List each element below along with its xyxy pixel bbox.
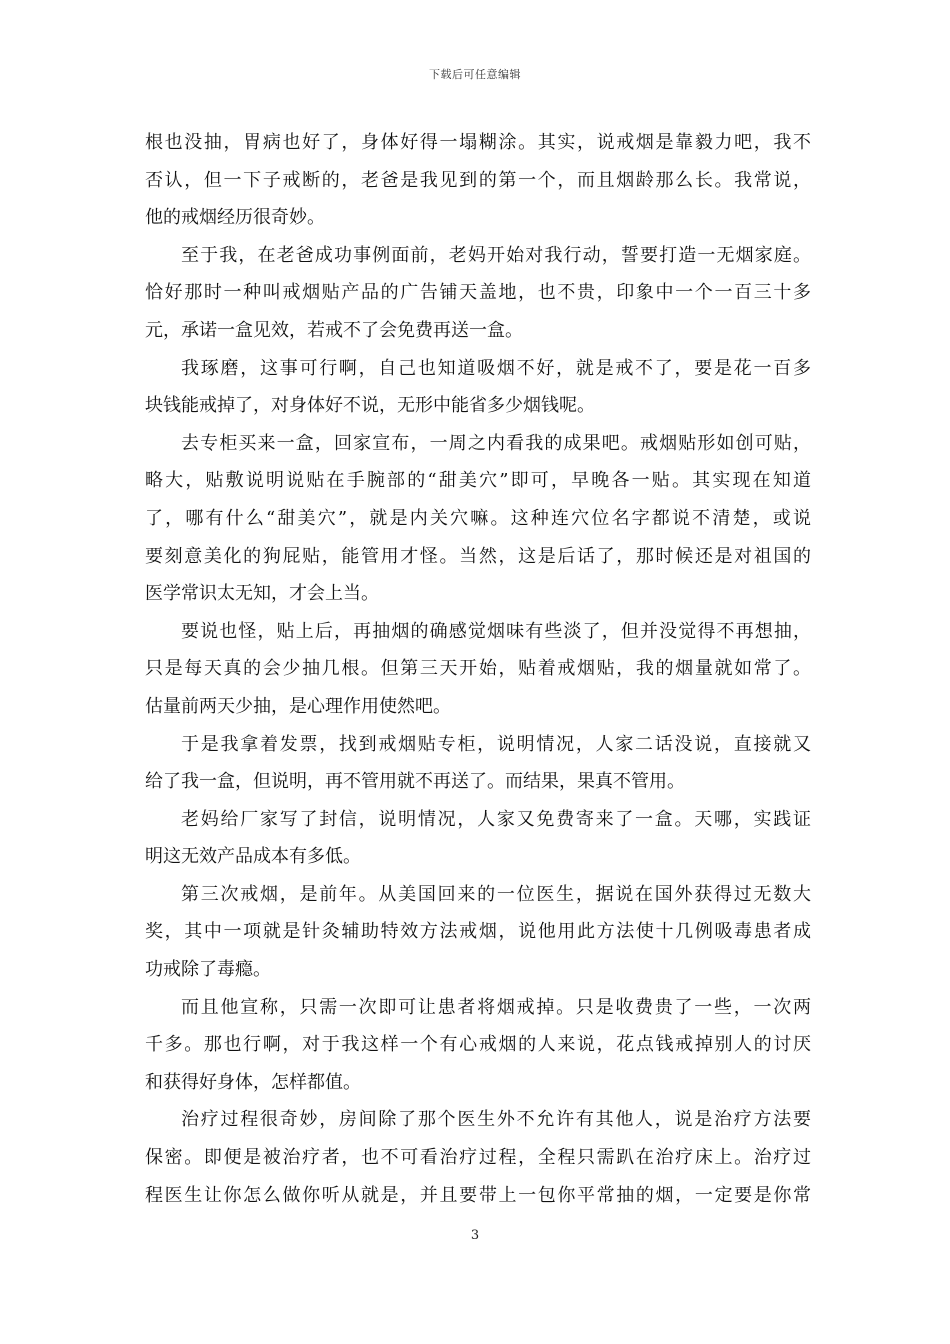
text-line: 给了我一盒，但说明，再不管用就不再送了。而结果，果真不管用。 bbox=[145, 771, 685, 793]
text-line: 去专柜买来一盒，回家宣布，一周之内看我的成果吧。戒烟贴形如创可贴， bbox=[181, 432, 811, 454]
text-line: 他的戒烟经历很奇妙。 bbox=[145, 207, 325, 229]
text-line: 块钱能戒掉了，对身体好不说，无形中能省多少烟钱呢。 bbox=[145, 395, 595, 417]
text-line: 否认，但一下子戒断的，老爸是我见到的第一个，而且烟龄那么长。我常说， bbox=[145, 169, 811, 191]
page-number: 3 bbox=[470, 1228, 480, 1243]
text-line: 程医生让你怎么做你听从就是，并且要带上一包你平常抽的烟，一定要是你常 bbox=[145, 1184, 811, 1206]
text-line: 保密。即便是被治疗者，也不可看治疗过程，全程只需趴在治疗床上。治疗过 bbox=[145, 1147, 811, 1169]
text-line: 只是每天真的会少抽几根。但第三天开始，贴着戒烟贴，我的烟量就如常了。 bbox=[145, 658, 811, 680]
text-line: 千多。那也行啊，对于我这样一个有心戒烟的人来说，花点钱戒掉别人的讨厌 bbox=[145, 1034, 811, 1056]
text-line: 和获得好身体，怎样都值。 bbox=[145, 1071, 361, 1093]
text-line: 根也没抽，胃病也好了，身体好得一塌糊涂。其实，说戒烟是靠毅力吧，我不 bbox=[145, 132, 811, 153]
text-line: 功戒除了毒瘾。 bbox=[145, 959, 271, 981]
text-line: 治疗过程很奇妙，房间除了那个医生外不允许有其他人，说是治疗方法要 bbox=[181, 1109, 811, 1131]
text-line: 老妈给厂家写了封信，说明情况，人家又免费寄来了一盒。天哪，实践证 bbox=[181, 808, 811, 830]
text-line: 于是我拿着发票，找到戒烟贴专柜，说明情况，人家二话没说，直接就又 bbox=[181, 733, 811, 755]
text-line: 恰好那时一种叫戒烟贴产品的广告铺天盖地，也不贵，印象中一个一百三十多 bbox=[145, 282, 811, 304]
text-line: 我琢磨，这事可行啊，自己也知道吸烟不好，就是戒不了，要是花一百多 bbox=[181, 357, 811, 379]
text-line: 估量前两天少抽，是心理作用使然吧。 bbox=[145, 695, 451, 717]
text-line: 医学常识太无知，才会上当。 bbox=[145, 583, 379, 605]
text-line: 要刻意美化的狗屁贴，能管用才怪。当然，这是后话了，那时候还是对祖国的 bbox=[145, 545, 811, 567]
text-line: 略大，贴敷说明说贴在手腕部的“甜美穴”即可，早晚各一贴。其实现在知道 bbox=[145, 470, 811, 492]
text-line: 奖，其中一项就是针灸辅助特效方法戒烟，说他用此方法使十几例吸毒患者成 bbox=[145, 921, 811, 943]
text-line: 明这无效产品成本有多低。 bbox=[145, 846, 361, 868]
page-header: 下载后可任意编辑 bbox=[429, 68, 521, 81]
text-line: 要说也怪，贴上后，再抽烟的确感觉烟味有些淡了，但并没觉得不再想抽， bbox=[181, 620, 811, 642]
text-line: 而且他宣称，只需一次即可让患者将烟戒掉。只是收费贵了一些，一次两 bbox=[181, 996, 811, 1018]
body-text bbox=[145, 124, 811, 1214]
text-line: 第三次戒烟，是前年。从美国回来的一位医生，据说在国外获得过无数大 bbox=[181, 883, 811, 905]
text-line: 了，哪有什么“甜美穴”，就是内关穴嘛。这种连穴位名字都说不清楚，或说 bbox=[145, 507, 811, 529]
text-line: 元，承诺一盒见效，若戒不了会免费再送一盒。 bbox=[145, 319, 523, 341]
text-line: 至于我，在老爸成功事例面前，老妈开始对我行动，誓要打造一无烟家庭。 bbox=[181, 244, 811, 266]
